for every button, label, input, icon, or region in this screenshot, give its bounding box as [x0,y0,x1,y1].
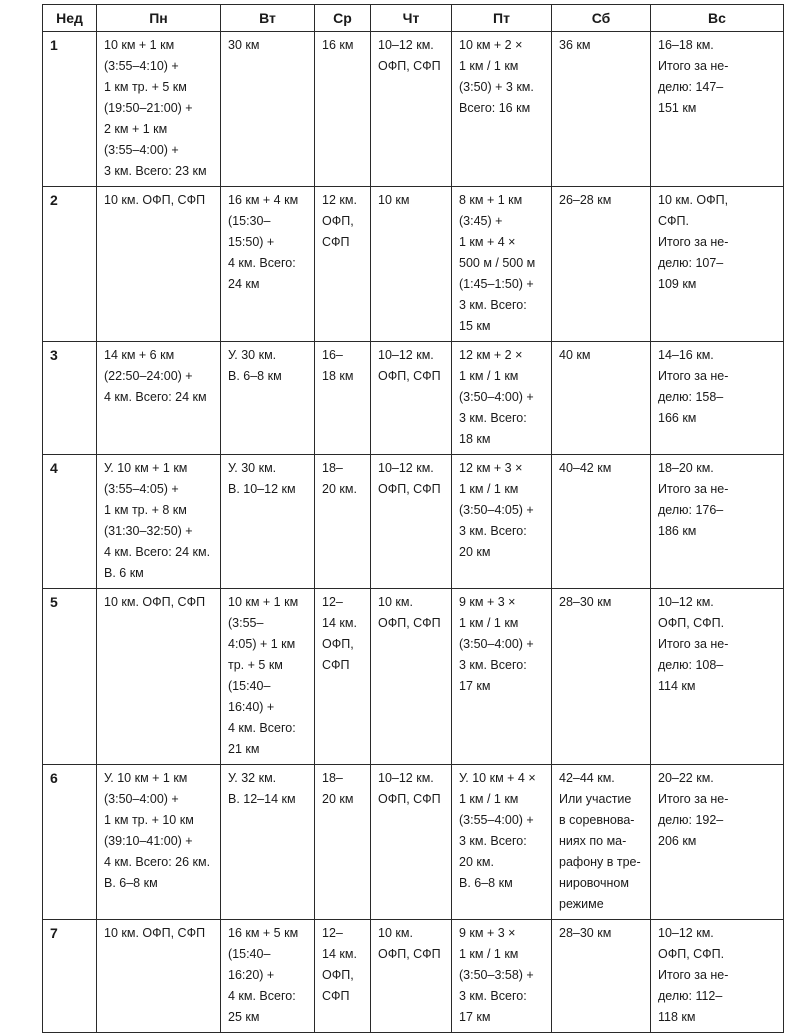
cell-friday [452,589,552,765]
table-header-row [43,5,784,32]
cell-text: 10 км. ОФП, СФП. Итого за не- делю: 107– 109 км [658,193,729,291]
cell-text: 10 км. ОФП, СФП [378,926,441,961]
cell-text: 10–12 км. ОФП, СФП. Итого за не- делю: 108– 114 км [658,595,729,693]
cell-text: 10–12 км. ОФП, СФП. Итого за не- делю: 112– 118 км [658,926,729,1024]
table-row [43,589,784,765]
cell-text: 28–30 км [559,595,612,609]
cell-thursday [371,920,452,1033]
cell-tuesday [221,342,315,455]
cell-saturday [552,589,651,765]
cell-friday [452,455,552,589]
cell-sunday [651,765,784,920]
cell-text: 40–42 км [559,461,612,475]
cell-saturday [552,765,651,920]
week-number: 2 [43,187,97,342]
cell-text: 14 км + 6 км (22:50–24:00) + 4 км. Всего: 24 км [104,348,207,404]
table-row [43,455,784,589]
cell-text: У. 30 км. В. 10–12 км [228,461,296,496]
cell-text: 12– 14 км. ОФП, СФП [322,595,357,672]
week-number: 3 [43,342,97,455]
cell-thursday [371,342,452,455]
cell-saturday [552,342,651,455]
cell-text: 10–12 км. ОФП, СФП [378,771,441,806]
cell-monday [97,32,221,187]
cell-thursday [371,187,452,342]
cell-text: У. 10 км + 4 × 1 км / 1 км (3:55–4:00) + 3 км. Всего: 20 км. В. 6–8 км [459,771,536,890]
cell-text: 16 км + 5 км (15:40– 16:20) + 4 км. Всего: 25 км [228,926,299,1024]
cell-text: 10–12 км. ОФП, СФП [378,461,441,496]
cell-text: 8 км + 1 км (3:45) + 1 км + 4 × 500 м / 500 м (1:45–1:50) + 3 км. Всего: 15 км [459,193,536,333]
cell-tuesday [221,32,315,187]
training-plan-page [42,4,783,1033]
training-schedule-table [42,4,784,1033]
week-number: 4 [43,455,97,589]
cell-text: 14–16 км. Итого за не- делю: 158– 166 км [658,348,729,425]
cell-text: 10 км + 1 км (3:55–4:10) + 1 км тр. + 5 км (19:50–21:00) + 2 км + 1 км (3:55–4:00) + 3 км. Всего: 23 км [104,38,207,178]
table-row [43,342,784,455]
cell-monday [97,765,221,920]
cell-text: 18– 20 км. [322,461,357,496]
cell-thursday [371,765,452,920]
week-number: 7 [43,920,97,1033]
cell-text: 42–44 км. Или участие в соревнова- ниях по ма- рафону в тре- нировочном режиме [559,771,641,911]
week-number: 6 [43,765,97,920]
header-week: Нед [43,5,97,32]
cell-sunday [651,589,784,765]
cell-monday [97,589,221,765]
header-sunday: Вс [651,5,784,32]
cell-saturday [552,455,651,589]
cell-thursday [371,455,452,589]
cell-text: 10 км. ОФП, СФП [104,193,206,207]
header-friday: Пт [452,5,552,32]
table-row [43,765,784,920]
header-tuesday: Вт [221,5,315,32]
cell-saturday [552,920,651,1033]
cell-text: 16 км + 4 км (15:30– 15:50) + 4 км. Всего: 24 км [228,193,299,291]
cell-sunday [651,920,784,1033]
cell-wednesday [315,32,371,187]
cell-text: 9 км + 3 × 1 км / 1 км (3:50–4:00) + 3 км. Всего: 17 км [459,595,534,693]
cell-text: У. 30 км. В. 6–8 км [228,348,282,383]
week-number: 5 [43,589,97,765]
cell-wednesday [315,187,371,342]
cell-sunday [651,32,784,187]
week-number: 1 [43,32,97,187]
cell-monday [97,342,221,455]
cell-text: 16– 18 км [322,348,354,383]
cell-friday [452,342,552,455]
cell-text: 10–12 км. ОФП, СФП [378,348,441,383]
cell-sunday [651,342,784,455]
cell-friday [452,920,552,1033]
cell-sunday [651,455,784,589]
cell-friday [452,187,552,342]
cell-text: 20–22 км. Итого за не- делю: 192– 206 км [658,771,729,848]
cell-text: 10–12 км. ОФП, СФП [378,38,441,73]
cell-text: 12– 14 км. ОФП, СФП [322,926,357,1003]
cell-wednesday [315,920,371,1033]
cell-text: 12 км + 3 × 1 км / 1 км (3:50–4:05) + 3 км. Всего: 20 км [459,461,534,559]
cell-text: 40 км [559,348,591,362]
cell-tuesday [221,765,315,920]
cell-text: 10 км + 2 × 1 км / 1 км (3:50) + 3 км. Всего: 16 км [459,38,534,115]
cell-wednesday [315,589,371,765]
cell-tuesday [221,920,315,1033]
cell-text: 36 км [559,38,591,52]
cell-monday [97,187,221,342]
cell-text: 10 км. ОФП, СФП [104,926,206,940]
table-row [43,187,784,342]
cell-tuesday [221,187,315,342]
table-row [43,920,784,1033]
cell-thursday [371,589,452,765]
header-saturday: Сб [552,5,651,32]
cell-monday [97,455,221,589]
header-wednesday: Ср [315,5,371,32]
cell-text: 12 км. ОФП, СФП [322,193,357,249]
cell-monday [97,920,221,1033]
cell-text: 10 км + 1 км (3:55– 4:05) + 1 км тр. + 5 км (15:40– 16:40) + 4 км. Всего: 21 км [228,595,299,756]
cell-text: У. 10 км + 1 км (3:55–4:05) + 1 км тр. + 8 км (31:30–32:50) + 4 км. Всего: 24 км. В. 6 км [104,461,211,580]
cell-tuesday [221,589,315,765]
cell-friday [452,765,552,920]
cell-text: 10 км [378,193,410,207]
cell-friday [452,32,552,187]
cell-text: 16 км [322,38,354,52]
cell-text: 10 км. ОФП, СФП [378,595,441,630]
cell-wednesday [315,455,371,589]
table-row [43,32,784,187]
cell-text: 18–20 км. Итого за не- делю: 176– 186 км [658,461,729,538]
header-thursday: Чт [371,5,452,32]
header-monday: Пн [97,5,221,32]
cell-text: 12 км + 2 × 1 км / 1 км (3:50–4:00) + 3 км. Всего: 18 км [459,348,534,446]
cell-text: 28–30 км [559,926,612,940]
cell-tuesday [221,455,315,589]
cell-text: 26–28 км [559,193,612,207]
cell-wednesday [315,342,371,455]
cell-saturday [552,32,651,187]
cell-saturday [552,187,651,342]
cell-text: 10 км. ОФП, СФП [104,595,206,609]
cell-text: 9 км + 3 × 1 км / 1 км (3:50–3:58) + 3 км. Всего: 17 км [459,926,534,1024]
cell-thursday [371,32,452,187]
cell-sunday [651,187,784,342]
cell-wednesday [315,765,371,920]
cell-text: 16–18 км. Итого за не- делю: 147– 151 км [658,38,729,115]
cell-text: 18– 20 км [322,771,354,806]
cell-text: У. 10 км + 1 км (3:50–4:00) + 1 км тр. + 10 км (39:10–41:00) + 4 км. Всего: 26 км. В. 6–8 км [104,771,211,890]
cell-text: У. 32 км. В. 12–14 км [228,771,296,806]
cell-text: 30 км [228,38,260,52]
